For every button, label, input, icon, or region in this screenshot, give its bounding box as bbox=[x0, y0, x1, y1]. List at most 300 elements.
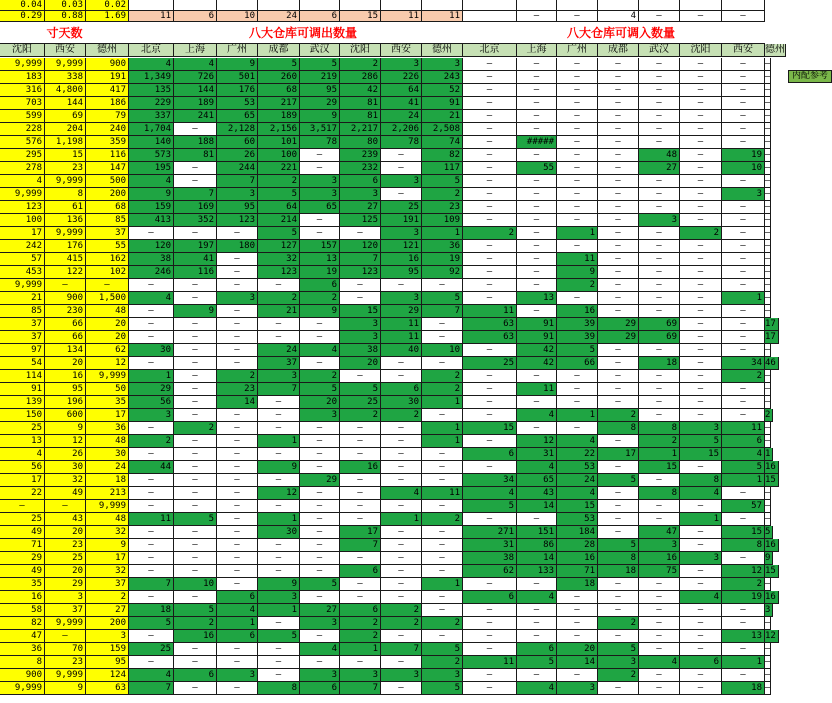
data-cell[interactable]: – bbox=[217, 539, 258, 552]
data-cell[interactable]: 1 bbox=[765, 448, 773, 461]
data-cell[interactable]: – bbox=[174, 331, 217, 344]
data-cell[interactable]: – bbox=[422, 331, 463, 344]
data-cell[interactable]: – bbox=[598, 58, 639, 71]
data-cell[interactable]: 25 bbox=[45, 552, 86, 565]
data-cell[interactable]: 6 bbox=[463, 591, 517, 604]
data-cell[interactable]: – bbox=[639, 630, 680, 643]
data-cell[interactable]: – bbox=[463, 149, 517, 162]
data-cell[interactable]: – bbox=[129, 526, 174, 539]
data-cell[interactable]: – bbox=[174, 500, 217, 513]
data-cell[interactable]: 3 bbox=[217, 669, 258, 682]
data-cell[interactable]: 150 bbox=[0, 409, 45, 422]
data-cell[interactable]: 159 bbox=[86, 643, 129, 656]
data-cell[interactable]: – bbox=[639, 409, 680, 422]
data-cell[interactable]: 4 bbox=[463, 487, 517, 500]
data-cell[interactable]: – bbox=[463, 136, 517, 149]
column-header-in-3[interactable]: 成都 bbox=[598, 44, 639, 57]
data-cell[interactable]: 15 bbox=[639, 461, 680, 474]
top-cell[interactable] bbox=[680, 0, 722, 11]
data-cell[interactable]: 74 bbox=[422, 136, 463, 149]
data-cell[interactable]: 9 bbox=[129, 188, 174, 201]
data-cell[interactable]: 17 bbox=[0, 474, 45, 487]
data-cell[interactable]: 337 bbox=[129, 110, 174, 123]
data-cell[interactable]: – bbox=[517, 578, 557, 591]
column-header-2[interactable]: 德州 bbox=[86, 44, 129, 57]
data-cell[interactable]: 140 bbox=[129, 136, 174, 149]
data-cell[interactable]: – bbox=[680, 643, 722, 656]
data-cell[interactable]: 11 bbox=[381, 331, 422, 344]
data-cell[interactable]: – bbox=[680, 630, 722, 643]
data-cell[interactable]: 3 bbox=[381, 669, 422, 682]
data-cell[interactable]: – bbox=[680, 409, 722, 422]
data-cell[interactable]: 37 bbox=[0, 331, 45, 344]
data-cell[interactable]: 16 bbox=[557, 552, 598, 565]
top-cell[interactable] bbox=[258, 0, 300, 11]
data-cell[interactable]: 80 bbox=[340, 136, 381, 149]
data-cell[interactable]: – bbox=[557, 383, 598, 396]
data-cell[interactable]: – bbox=[598, 370, 639, 383]
column-header-out-5[interactable]: 沈阳 bbox=[340, 44, 381, 57]
data-cell[interactable]: 36 bbox=[86, 422, 129, 435]
data-cell[interactable]: 53 bbox=[557, 513, 598, 526]
data-cell[interactable]: – bbox=[722, 97, 765, 110]
data-cell[interactable]: – bbox=[639, 383, 680, 396]
data-cell[interactable]: 43 bbox=[45, 513, 86, 526]
data-cell[interactable]: – bbox=[174, 162, 217, 175]
data-cell[interactable]: 56 bbox=[0, 461, 45, 474]
data-cell[interactable]: 2 bbox=[598, 669, 639, 682]
data-cell[interactable]: 29 bbox=[45, 578, 86, 591]
data-cell[interactable]: – bbox=[174, 396, 217, 409]
data-cell[interactable]: – bbox=[680, 344, 722, 357]
data-cell[interactable]: – bbox=[300, 487, 340, 500]
data-cell[interactable]: – bbox=[340, 552, 381, 565]
column-header-in-7[interactable]: 德州 bbox=[765, 44, 785, 55]
data-cell[interactable]: – bbox=[300, 656, 340, 669]
data-cell[interactable]: 4 bbox=[517, 461, 557, 474]
data-cell[interactable]: 6 bbox=[463, 448, 517, 461]
data-cell[interactable]: – bbox=[258, 669, 300, 682]
data-cell[interactable]: – bbox=[722, 344, 765, 357]
data-cell[interactable]: 3 bbox=[300, 669, 340, 682]
data-cell[interactable]: – bbox=[765, 228, 771, 238]
data-cell[interactable]: 9,999 bbox=[45, 669, 86, 682]
data-cell[interactable]: 54 bbox=[0, 357, 45, 370]
data-cell[interactable]: 228 bbox=[0, 123, 45, 136]
data-cell[interactable]: – bbox=[217, 357, 258, 370]
data-cell[interactable]: – bbox=[639, 396, 680, 409]
data-cell[interactable]: – bbox=[300, 422, 340, 435]
data-cell[interactable]: 5 bbox=[765, 526, 773, 539]
data-cell[interactable]: 1 bbox=[680, 513, 722, 526]
data-cell[interactable]: – bbox=[557, 162, 598, 175]
data-cell[interactable]: 14 bbox=[517, 552, 557, 565]
data-cell[interactable]: – bbox=[680, 461, 722, 474]
data-cell[interactable]: 27 bbox=[340, 201, 381, 214]
data-cell[interactable]: – bbox=[174, 383, 217, 396]
data-cell[interactable]: 8 bbox=[598, 552, 639, 565]
top-cell[interactable]: 6 bbox=[174, 11, 217, 22]
data-cell[interactable]: – bbox=[300, 227, 340, 240]
data-cell[interactable]: – bbox=[598, 682, 639, 695]
data-cell[interactable]: 1 bbox=[258, 435, 300, 448]
data-cell[interactable]: – bbox=[517, 266, 557, 279]
data-cell[interactable]: 20 bbox=[300, 396, 340, 409]
data-cell[interactable]: 3 bbox=[381, 58, 422, 71]
data-cell[interactable]: 8 bbox=[0, 656, 45, 669]
data-cell[interactable]: 3 bbox=[340, 318, 381, 331]
data-cell[interactable]: 1 bbox=[381, 513, 422, 526]
top-cell[interactable] bbox=[517, 0, 557, 11]
data-cell[interactable]: 25 bbox=[340, 396, 381, 409]
data-cell[interactable]: – bbox=[722, 266, 765, 279]
data-cell[interactable]: 9,999 bbox=[0, 682, 45, 695]
data-cell[interactable]: 3 bbox=[258, 370, 300, 383]
data-cell[interactable]: 5 bbox=[463, 500, 517, 513]
data-cell[interactable]: 48 bbox=[86, 435, 129, 448]
data-cell[interactable]: 32 bbox=[258, 253, 300, 266]
data-cell[interactable]: – bbox=[422, 318, 463, 331]
data-cell[interactable]: 50 bbox=[86, 383, 129, 396]
data-cell[interactable]: – bbox=[765, 124, 771, 134]
data-cell[interactable]: 7 bbox=[340, 539, 381, 552]
data-cell[interactable]: – bbox=[422, 409, 463, 422]
data-cell[interactable]: 3,517 bbox=[300, 123, 340, 136]
data-cell[interactable]: 63 bbox=[463, 331, 517, 344]
data-cell[interactable]: 114 bbox=[0, 370, 45, 383]
data-cell[interactable]: – bbox=[557, 97, 598, 110]
data-cell[interactable]: 3 bbox=[680, 422, 722, 435]
data-cell[interactable]: 3 bbox=[557, 682, 598, 695]
data-cell[interactable]: 10 bbox=[422, 344, 463, 357]
data-cell[interactable]: 29 bbox=[0, 552, 45, 565]
data-cell[interactable]: 16 bbox=[765, 539, 779, 552]
data-cell[interactable]: 2 bbox=[340, 409, 381, 422]
data-cell[interactable]: 5 bbox=[300, 383, 340, 396]
data-cell[interactable]: – bbox=[174, 565, 217, 578]
data-cell[interactable]: – bbox=[765, 254, 771, 264]
data-cell[interactable]: – bbox=[174, 474, 217, 487]
data-cell[interactable]: 246 bbox=[129, 266, 174, 279]
data-cell[interactable]: – bbox=[680, 331, 722, 344]
data-cell[interactable]: – bbox=[174, 227, 217, 240]
data-cell[interactable]: 30 bbox=[381, 396, 422, 409]
data-cell[interactable]: 122 bbox=[45, 266, 86, 279]
data-cell[interactable]: – bbox=[217, 305, 258, 318]
data-cell[interactable]: – bbox=[598, 123, 639, 136]
data-cell[interactable]: – bbox=[765, 293, 771, 303]
top-cell[interactable]: 15 bbox=[340, 11, 381, 22]
top-cell[interactable]: – bbox=[557, 11, 598, 22]
data-cell[interactable]: – bbox=[639, 643, 680, 656]
data-cell[interactable]: 32 bbox=[86, 526, 129, 539]
data-cell[interactable]: – bbox=[381, 526, 422, 539]
data-cell[interactable]: 4,800 bbox=[45, 84, 86, 97]
data-cell[interactable]: – bbox=[381, 565, 422, 578]
data-cell[interactable]: – bbox=[217, 318, 258, 331]
data-cell[interactable]: – bbox=[422, 279, 463, 292]
data-cell[interactable]: 159 bbox=[129, 201, 174, 214]
data-cell[interactable]: 24 bbox=[258, 344, 300, 357]
data-cell[interactable]: 37 bbox=[258, 357, 300, 370]
data-cell[interactable]: 16 bbox=[0, 591, 45, 604]
data-cell[interactable]: – bbox=[722, 487, 765, 500]
data-cell[interactable]: 3 bbox=[381, 292, 422, 305]
data-cell[interactable]: – bbox=[258, 409, 300, 422]
data-cell[interactable]: – bbox=[598, 591, 639, 604]
data-cell[interactable]: 1 bbox=[722, 474, 765, 487]
data-cell[interactable]: – bbox=[598, 292, 639, 305]
data-cell[interactable]: 32 bbox=[86, 565, 129, 578]
data-cell[interactable]: ##### bbox=[517, 136, 557, 149]
data-cell[interactable]: 9,999 bbox=[45, 617, 86, 630]
data-cell[interactable]: 2 bbox=[765, 409, 773, 422]
data-cell[interactable]: 17 bbox=[765, 318, 779, 331]
data-cell[interactable]: – bbox=[300, 318, 340, 331]
data-cell[interactable]: 1 bbox=[422, 422, 463, 435]
data-cell[interactable]: – bbox=[680, 617, 722, 630]
data-cell[interactable]: 42 bbox=[517, 357, 557, 370]
data-cell[interactable]: – bbox=[517, 188, 557, 201]
data-cell[interactable]: 2 bbox=[557, 279, 598, 292]
data-cell[interactable]: – bbox=[765, 657, 771, 667]
data-cell[interactable]: – bbox=[129, 331, 174, 344]
data-cell[interactable]: 2,156 bbox=[258, 123, 300, 136]
data-cell[interactable]: – bbox=[517, 123, 557, 136]
data-cell[interactable]: – bbox=[517, 240, 557, 253]
data-cell[interactable]: 20 bbox=[45, 357, 86, 370]
data-cell[interactable]: – bbox=[463, 188, 517, 201]
data-cell[interactable]: 1 bbox=[422, 435, 463, 448]
data-cell[interactable]: – bbox=[765, 345, 771, 355]
data-cell[interactable]: 147 bbox=[86, 162, 129, 175]
data-cell[interactable]: 30 bbox=[258, 526, 300, 539]
data-cell[interactable]: 703 bbox=[0, 97, 45, 110]
data-cell[interactable]: – bbox=[765, 436, 771, 446]
data-cell[interactable]: 139 bbox=[0, 396, 45, 409]
data-cell[interactable]: 23 bbox=[422, 201, 463, 214]
data-cell[interactable]: 12 bbox=[45, 435, 86, 448]
data-cell[interactable]: 24 bbox=[86, 461, 129, 474]
data-cell[interactable]: – bbox=[300, 500, 340, 513]
data-cell[interactable]: 6 bbox=[217, 591, 258, 604]
data-cell[interactable]: 3 bbox=[680, 552, 722, 565]
data-cell[interactable]: 3 bbox=[217, 188, 258, 201]
data-cell[interactable]: – bbox=[217, 266, 258, 279]
data-cell[interactable]: – bbox=[381, 279, 422, 292]
data-cell[interactable]: 5 bbox=[680, 435, 722, 448]
data-cell[interactable]: 11 bbox=[557, 253, 598, 266]
data-cell[interactable]: – bbox=[765, 488, 771, 498]
data-cell[interactable]: 2 bbox=[680, 227, 722, 240]
data-cell[interactable]: – bbox=[174, 292, 217, 305]
data-cell[interactable]: 200 bbox=[86, 188, 129, 201]
data-cell[interactable]: 15 bbox=[680, 448, 722, 461]
data-cell[interactable]: 23 bbox=[45, 656, 86, 669]
data-cell[interactable]: 39 bbox=[557, 318, 598, 331]
data-cell[interactable]: 338 bbox=[45, 71, 86, 84]
data-cell[interactable]: 1,349 bbox=[129, 71, 174, 84]
data-cell[interactable]: – bbox=[639, 279, 680, 292]
data-cell[interactable]: 31 bbox=[517, 448, 557, 461]
data-cell[interactable]: – bbox=[258, 617, 300, 630]
data-cell[interactable]: 9 bbox=[174, 305, 217, 318]
data-cell[interactable]: 8 bbox=[598, 422, 639, 435]
data-cell[interactable]: 260 bbox=[258, 71, 300, 84]
top-cell[interactable] bbox=[300, 0, 340, 11]
data-cell[interactable]: – bbox=[174, 318, 217, 331]
data-cell[interactable]: – bbox=[680, 383, 722, 396]
data-cell[interactable]: – bbox=[765, 579, 771, 589]
data-cell[interactable]: 2 bbox=[381, 617, 422, 630]
data-cell[interactable]: 18 bbox=[598, 565, 639, 578]
data-cell[interactable]: – bbox=[557, 175, 598, 188]
data-cell[interactable]: – bbox=[557, 630, 598, 643]
data-cell[interactable]: – bbox=[639, 500, 680, 513]
data-cell[interactable]: – bbox=[680, 292, 722, 305]
data-cell[interactable]: 13 bbox=[0, 435, 45, 448]
data-cell[interactable]: 8 bbox=[45, 188, 86, 201]
data-cell[interactable]: 180 bbox=[217, 240, 258, 253]
data-cell[interactable]: – bbox=[422, 591, 463, 604]
data-cell[interactable]: – bbox=[765, 150, 771, 160]
data-cell[interactable]: 18 bbox=[639, 357, 680, 370]
data-cell[interactable]: 71 bbox=[557, 565, 598, 578]
data-cell[interactable]: 55 bbox=[517, 162, 557, 175]
column-header-out-2[interactable]: 广州 bbox=[217, 44, 258, 57]
data-cell[interactable]: 9 bbox=[300, 110, 340, 123]
data-cell[interactable]: – bbox=[557, 370, 598, 383]
data-cell[interactable]: 295 bbox=[0, 149, 45, 162]
data-cell[interactable]: 62 bbox=[86, 344, 129, 357]
top-cell[interactable] bbox=[463, 11, 517, 22]
data-cell[interactable]: 12 bbox=[765, 630, 779, 643]
data-cell[interactable]: 4 bbox=[557, 487, 598, 500]
data-cell[interactable]: – bbox=[557, 123, 598, 136]
data-cell[interactable]: – bbox=[217, 331, 258, 344]
data-cell[interactable]: 3 bbox=[129, 409, 174, 422]
data-cell[interactable]: 9,999 bbox=[86, 370, 129, 383]
data-cell[interactable]: 4 bbox=[639, 656, 680, 669]
data-cell[interactable]: 900 bbox=[45, 292, 86, 305]
data-cell[interactable]: 24 bbox=[381, 110, 422, 123]
data-cell[interactable]: 11 bbox=[129, 513, 174, 526]
data-cell[interactable]: 21 bbox=[422, 110, 463, 123]
data-cell[interactable]: 34 bbox=[463, 474, 517, 487]
data-cell[interactable]: 2 bbox=[422, 370, 463, 383]
data-cell[interactable]: 278 bbox=[0, 162, 45, 175]
data-cell[interactable]: 28 bbox=[557, 539, 598, 552]
data-cell[interactable]: 6 bbox=[217, 630, 258, 643]
data-cell[interactable]: 116 bbox=[86, 149, 129, 162]
data-cell[interactable]: – bbox=[722, 643, 765, 656]
data-cell[interactable]: – bbox=[639, 513, 680, 526]
data-cell[interactable]: 352 bbox=[174, 214, 217, 227]
data-cell[interactable]: – bbox=[765, 189, 771, 199]
data-cell[interactable]: 15 bbox=[765, 565, 779, 578]
data-cell[interactable]: 78 bbox=[381, 136, 422, 149]
data-cell[interactable]: 65 bbox=[517, 474, 557, 487]
data-cell[interactable]: – bbox=[340, 578, 381, 591]
data-cell[interactable]: – bbox=[765, 618, 771, 628]
data-cell[interactable]: 63 bbox=[86, 682, 129, 695]
data-cell[interactable]: – bbox=[381, 474, 422, 487]
data-cell[interactable]: – bbox=[258, 279, 300, 292]
data-cell[interactable]: – bbox=[722, 331, 765, 344]
data-cell[interactable]: – bbox=[557, 617, 598, 630]
data-cell[interactable]: 176 bbox=[217, 84, 258, 97]
data-cell[interactable]: – bbox=[129, 305, 174, 318]
data-cell[interactable]: – bbox=[517, 279, 557, 292]
data-cell[interactable]: – bbox=[639, 344, 680, 357]
data-cell[interactable]: – bbox=[722, 513, 765, 526]
data-cell[interactable]: 30 bbox=[86, 448, 129, 461]
data-cell[interactable]: – bbox=[422, 500, 463, 513]
data-cell[interactable]: – bbox=[258, 331, 300, 344]
data-cell[interactable]: – bbox=[217, 253, 258, 266]
data-cell[interactable]: 8 bbox=[639, 487, 680, 500]
data-cell[interactable]: 169 bbox=[174, 201, 217, 214]
data-cell[interactable]: 16 bbox=[639, 552, 680, 565]
data-cell[interactable]: – bbox=[722, 110, 765, 123]
data-cell[interactable]: – bbox=[217, 656, 258, 669]
data-cell[interactable]: 6 bbox=[340, 175, 381, 188]
data-cell[interactable]: – bbox=[765, 280, 771, 290]
data-cell[interactable]: 9,999 bbox=[45, 227, 86, 240]
data-cell[interactable]: 23 bbox=[45, 162, 86, 175]
data-cell[interactable]: – bbox=[680, 149, 722, 162]
data-cell[interactable]: – bbox=[174, 123, 217, 136]
data-cell[interactable]: 25 bbox=[463, 357, 517, 370]
data-cell[interactable]: – bbox=[381, 552, 422, 565]
data-cell[interactable]: 1,198 bbox=[45, 136, 86, 149]
data-cell[interactable]: 16 bbox=[174, 630, 217, 643]
data-cell[interactable]: – bbox=[340, 474, 381, 487]
data-cell[interactable]: 11 bbox=[422, 487, 463, 500]
data-cell[interactable]: – bbox=[463, 240, 517, 253]
data-cell[interactable]: – bbox=[174, 279, 217, 292]
data-cell[interactable]: – bbox=[765, 670, 771, 680]
data-cell[interactable]: – bbox=[680, 565, 722, 578]
data-cell[interactable]: 11 bbox=[463, 305, 517, 318]
data-cell[interactable]: 27 bbox=[86, 604, 129, 617]
data-cell[interactable]: 95 bbox=[381, 266, 422, 279]
data-cell[interactable]: – bbox=[217, 344, 258, 357]
data-cell[interactable]: – bbox=[258, 565, 300, 578]
data-cell[interactable]: 417 bbox=[86, 84, 129, 97]
data-cell[interactable]: 69 bbox=[639, 331, 680, 344]
data-cell[interactable]: 56 bbox=[129, 396, 174, 409]
data-cell[interactable]: – bbox=[680, 526, 722, 539]
data-cell[interactable]: – bbox=[300, 448, 340, 461]
data-cell[interactable]: 2 bbox=[422, 188, 463, 201]
data-cell[interactable]: 2 bbox=[340, 58, 381, 71]
data-cell[interactable]: – bbox=[300, 552, 340, 565]
data-cell[interactable]: – bbox=[517, 305, 557, 318]
data-cell[interactable]: 3 bbox=[422, 58, 463, 71]
top-cell[interactable]: 0.02 bbox=[86, 0, 129, 11]
data-cell[interactable]: – bbox=[463, 110, 517, 123]
data-cell[interactable]: – bbox=[463, 682, 517, 695]
data-cell[interactable]: 197 bbox=[174, 240, 217, 253]
data-cell[interactable]: – bbox=[463, 214, 517, 227]
data-cell[interactable]: – bbox=[639, 71, 680, 84]
data-cell[interactable]: – bbox=[639, 84, 680, 97]
data-cell[interactable]: – bbox=[680, 214, 722, 227]
data-cell[interactable]: 6 bbox=[300, 279, 340, 292]
data-cell[interactable]: – bbox=[722, 136, 765, 149]
data-cell[interactable]: 188 bbox=[174, 136, 217, 149]
